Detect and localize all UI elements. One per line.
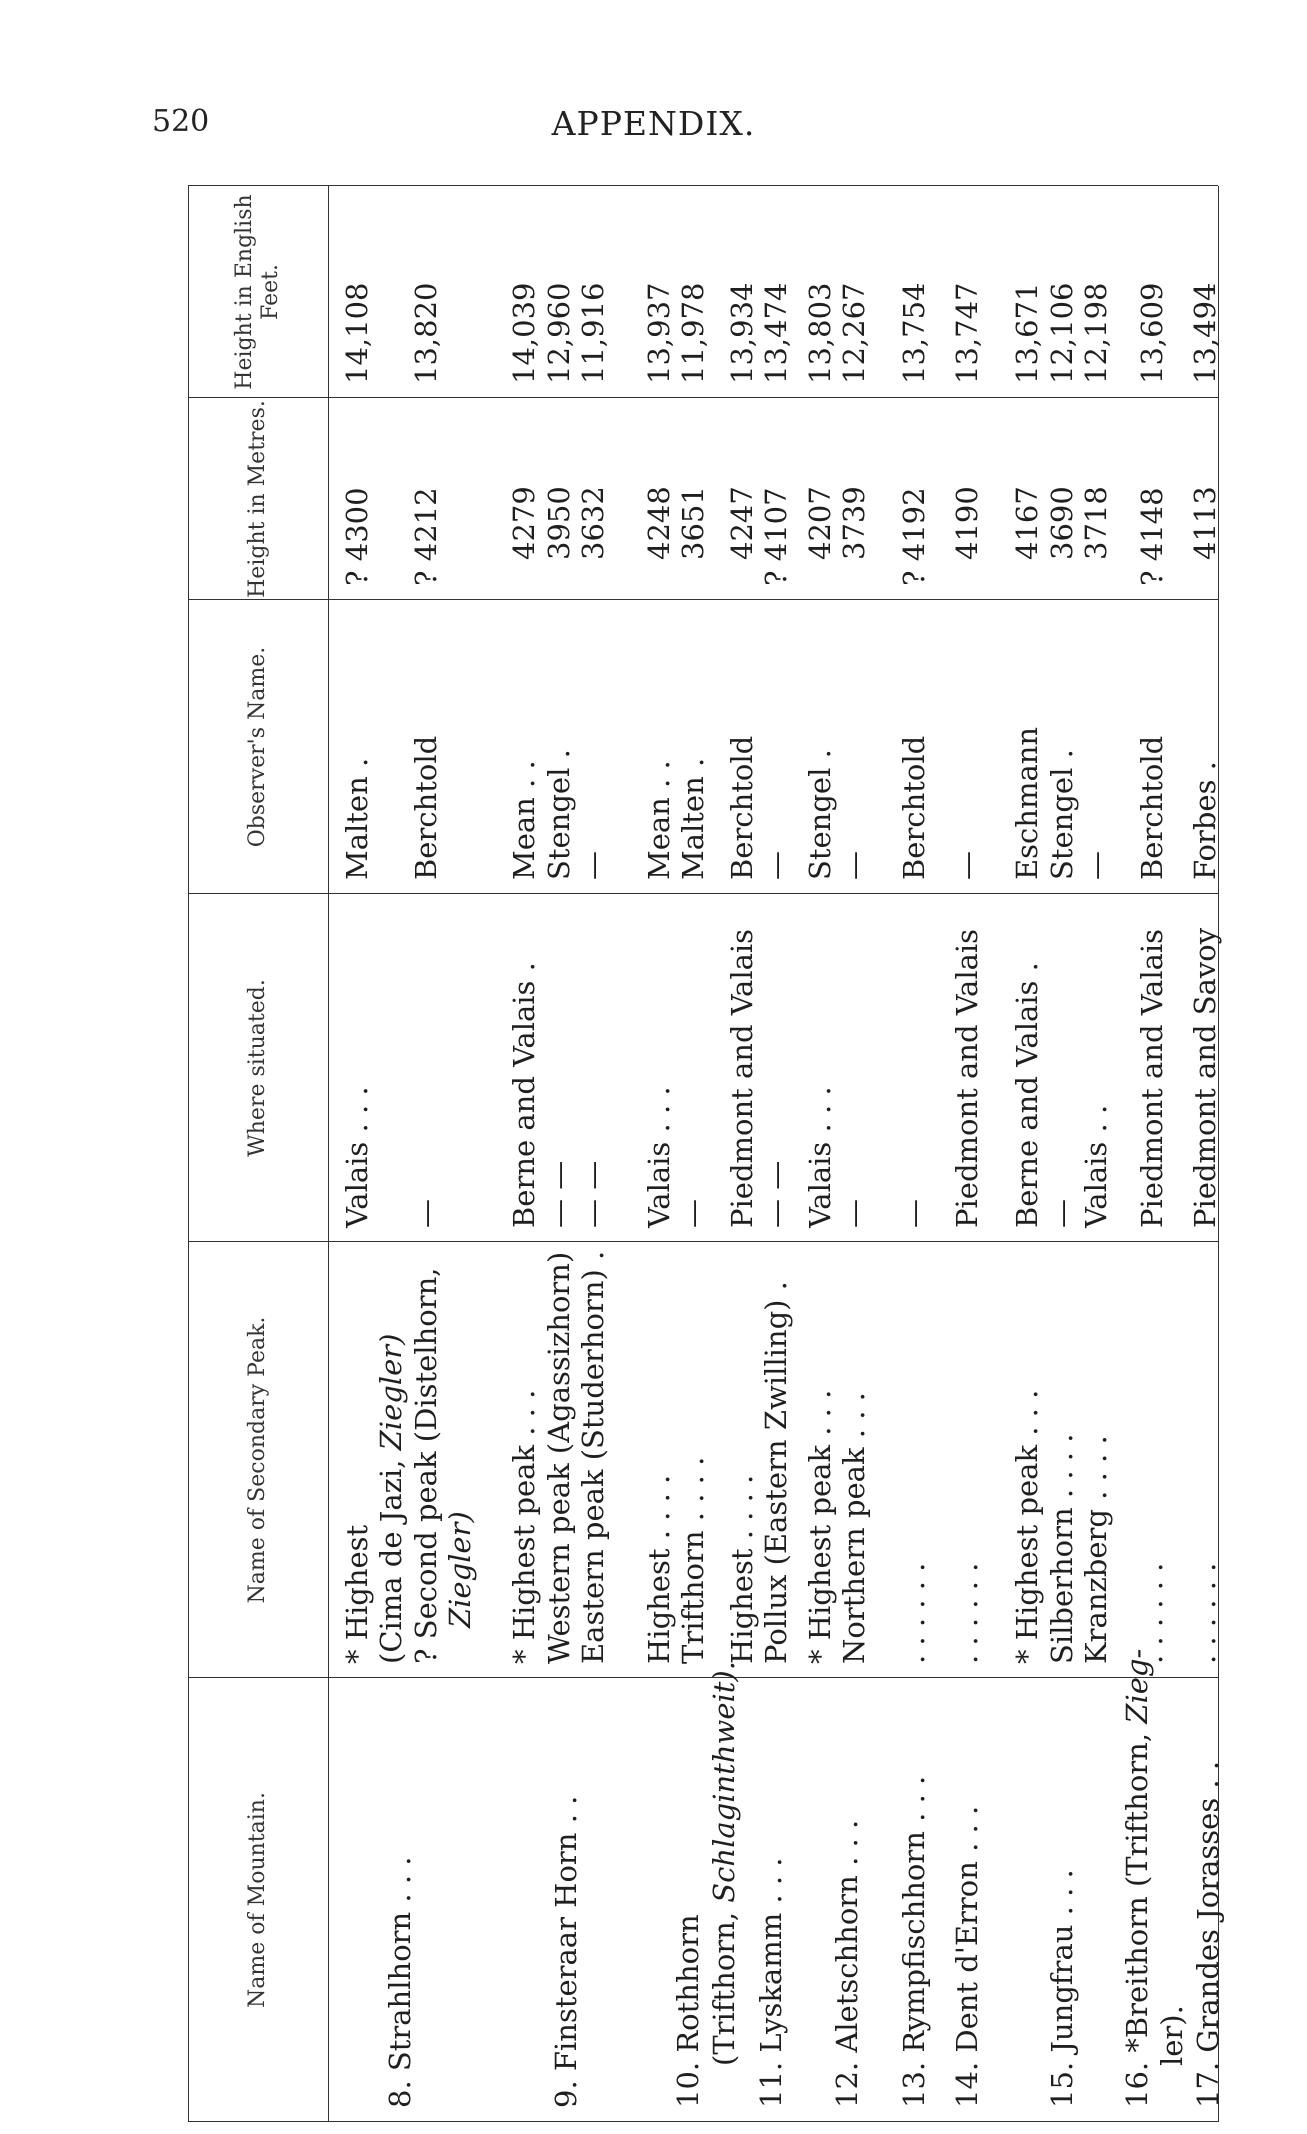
- observer-name: Stengel .: [542, 749, 576, 880]
- height-metres: ? 4192: [897, 487, 931, 586]
- height-feet: 13,820: [409, 282, 443, 384]
- mountain-name: 14. Dent d'Erron . . .: [950, 1805, 984, 2108]
- location: Piedmont and Valais: [1135, 928, 1169, 1228]
- height-metres: 3632: [576, 486, 610, 560]
- peak-name: Trifthorn . . . .: [676, 1456, 710, 1664]
- peak-name: . . . . . .: [1188, 1562, 1222, 1664]
- observer-name: Berchtold: [1135, 735, 1169, 880]
- location: Piedmont and Savoy: [1188, 927, 1222, 1228]
- height-feet: 11,978: [676, 282, 710, 384]
- location: — —: [542, 1160, 576, 1228]
- height-feet: 13,747: [950, 282, 984, 384]
- peak-name: Ziegler): [443, 1511, 477, 1628]
- header-secondary-peak: Name of Secondary Peak.: [245, 1316, 270, 1604]
- height-feet: 13,934: [725, 282, 759, 384]
- location: Piedmont and Valais: [725, 928, 759, 1228]
- peak-name: . . . . . .: [897, 1562, 931, 1664]
- header-observer: Observer's Name.: [245, 646, 270, 848]
- mountain-name: 15. Jungfrau . . .: [1045, 1869, 1079, 2108]
- mountain-name: 9. Finsteraar Horn . .: [549, 1795, 583, 2108]
- height-metres: ? 4148: [1135, 487, 1169, 586]
- observer-name: Berchtold: [725, 735, 759, 880]
- height-metres: 4247: [725, 486, 759, 560]
- peak-name: . . . . . .: [1135, 1562, 1169, 1664]
- peak-name: * Highest peak . . .: [803, 1389, 837, 1664]
- mountain-heights-table: [188, 186, 1225, 2122]
- page-title: APPENDIX.: [551, 104, 756, 143]
- height-feet: 12,267: [837, 282, 871, 384]
- mountain-name: 10. Rothhorn: [671, 1914, 705, 2108]
- col-where-situated: [188, 894, 1222, 1242]
- height-feet: 12,960: [542, 282, 576, 384]
- height-feet: 14,039: [507, 282, 541, 384]
- mountain-name: 11. Lyskamm . . .: [754, 1857, 788, 2108]
- height-metres: ? 4212: [409, 487, 443, 586]
- mountain-name-cont: ler).: [1155, 2005, 1189, 2066]
- height-feet: 13,803: [803, 282, 837, 384]
- height-feet: 12,106: [1045, 282, 1079, 384]
- header-where-situated: Where situated.: [245, 979, 270, 1157]
- header-height-feet: Height in English Feet.: [232, 194, 283, 390]
- observer-name: Malten .: [340, 757, 374, 880]
- peak-name: (Cima de Jazi, Ziegler): [374, 1333, 408, 1664]
- height-feet: 13,937: [642, 282, 676, 384]
- location: —: [1045, 1199, 1079, 1228]
- header-mountain: Name of Mountain.: [245, 1792, 270, 2008]
- peak-name: * Highest peak . . .: [1010, 1389, 1044, 1664]
- height-metres: 4113: [1188, 486, 1222, 560]
- peak-name: Highest . . . .: [642, 1474, 676, 1664]
- peak-name: * Highest: [340, 1524, 374, 1664]
- location: Valais . . .: [803, 1086, 837, 1228]
- location: Valais . .: [1079, 1104, 1113, 1228]
- location: —: [676, 1199, 710, 1228]
- col-height-feet: [188, 186, 1222, 398]
- observer-name: Forbes .: [1188, 761, 1222, 880]
- height-metres: 3718: [1079, 486, 1113, 560]
- location: —: [897, 1199, 931, 1228]
- location: —: [837, 1199, 871, 1228]
- page-header: [0, 104, 1307, 144]
- observer-name: —: [950, 851, 984, 880]
- height-feet: 12,198: [1079, 282, 1113, 384]
- height-metres: 4190: [950, 486, 984, 560]
- header-height-metres: Height in Metres.: [245, 400, 270, 598]
- height-feet: 13,671: [1010, 282, 1044, 384]
- peak-name: Pollux (Eastern Zwilling) .: [759, 1281, 793, 1664]
- location: Piedmont and Valais: [950, 928, 984, 1228]
- location: — —: [576, 1160, 610, 1228]
- col-observer: [188, 600, 1222, 894]
- observer-name: Malten .: [676, 757, 710, 880]
- observer-name: Berchtold: [409, 735, 443, 880]
- height-feet: 13,474: [759, 282, 793, 384]
- peak-name: * Highest peak . . .: [507, 1389, 541, 1664]
- mountain-name: 16. *Breithorn (Trifthorn, Zieg-: [1120, 1648, 1154, 2108]
- height-metres: 4167: [1010, 486, 1044, 560]
- height-feet: 13,609: [1135, 282, 1169, 384]
- location: Valais . . .: [340, 1086, 374, 1228]
- height-feet: 13,754: [897, 282, 931, 384]
- mountain-name: 12. Aletschhorn . . .: [830, 1819, 864, 2108]
- height-metres: 4207: [803, 486, 837, 560]
- peak-name: Silberhorn . . . .: [1045, 1433, 1079, 1664]
- observer-name: Stengel .: [1045, 749, 1079, 880]
- height-metres: 4248: [642, 486, 676, 560]
- height-feet: 14,108: [340, 282, 374, 384]
- location: Valais . . .: [642, 1086, 676, 1228]
- peak-name: ? Second peak (Distelhorn,: [409, 1267, 443, 1664]
- peak-name: Northern peak . . .: [837, 1392, 871, 1664]
- observer-name: —: [759, 851, 793, 880]
- height-metres: 3651: [676, 486, 710, 560]
- peak-name: . . . . . .: [950, 1562, 984, 1664]
- observer-name: Mean . .: [507, 760, 541, 880]
- height-metres: 3690: [1045, 486, 1079, 560]
- observer-name: —: [576, 851, 610, 880]
- observer-name: Eschmann: [1010, 726, 1044, 880]
- height-metres: ? 4107: [759, 487, 793, 586]
- height-metres: ? 4300: [340, 487, 374, 586]
- mountain-name-cont: (Trifthorn, Schlaginthweit).: [707, 1661, 741, 2066]
- observer-name: Mean . .: [642, 760, 676, 880]
- height-feet: 13,494: [1188, 282, 1222, 384]
- location: —: [409, 1199, 443, 1228]
- height-metres: 3950: [542, 486, 576, 560]
- page-number: 520: [152, 104, 210, 139]
- location: — —: [759, 1160, 793, 1228]
- col-secondary-peak: [188, 1242, 1222, 1678]
- col-mountain: [188, 1648, 1225, 2122]
- observer-name: Stengel .: [803, 749, 837, 880]
- mountain-name: 8. Strahlhorn . . .: [383, 1856, 417, 2108]
- peak-name: Kranzberg . . . .: [1079, 1435, 1113, 1664]
- peak-name: Western peak (Agassizhorn): [542, 1251, 576, 1664]
- mountain-name: 13. Rympfischhorn . . .: [897, 1775, 931, 2108]
- height-feet: 11,916: [576, 282, 610, 384]
- height-metres: 4279: [507, 486, 541, 560]
- mountain-name: 17. Grandes Jorasses . .: [1191, 1760, 1225, 2108]
- observer-name: —: [837, 851, 871, 880]
- col-height-metres: [188, 398, 1222, 600]
- location: Berne and Valais .: [507, 962, 541, 1228]
- location: Berne and Valais .: [1010, 962, 1044, 1228]
- peak-name: Eastern peak (Studerhorn) .: [576, 1250, 610, 1664]
- observer-name: Berchtold: [897, 735, 931, 880]
- peak-name: Highest . . . .: [725, 1474, 759, 1664]
- observer-name: —: [1079, 851, 1113, 880]
- height-metres: 3739: [837, 486, 871, 560]
